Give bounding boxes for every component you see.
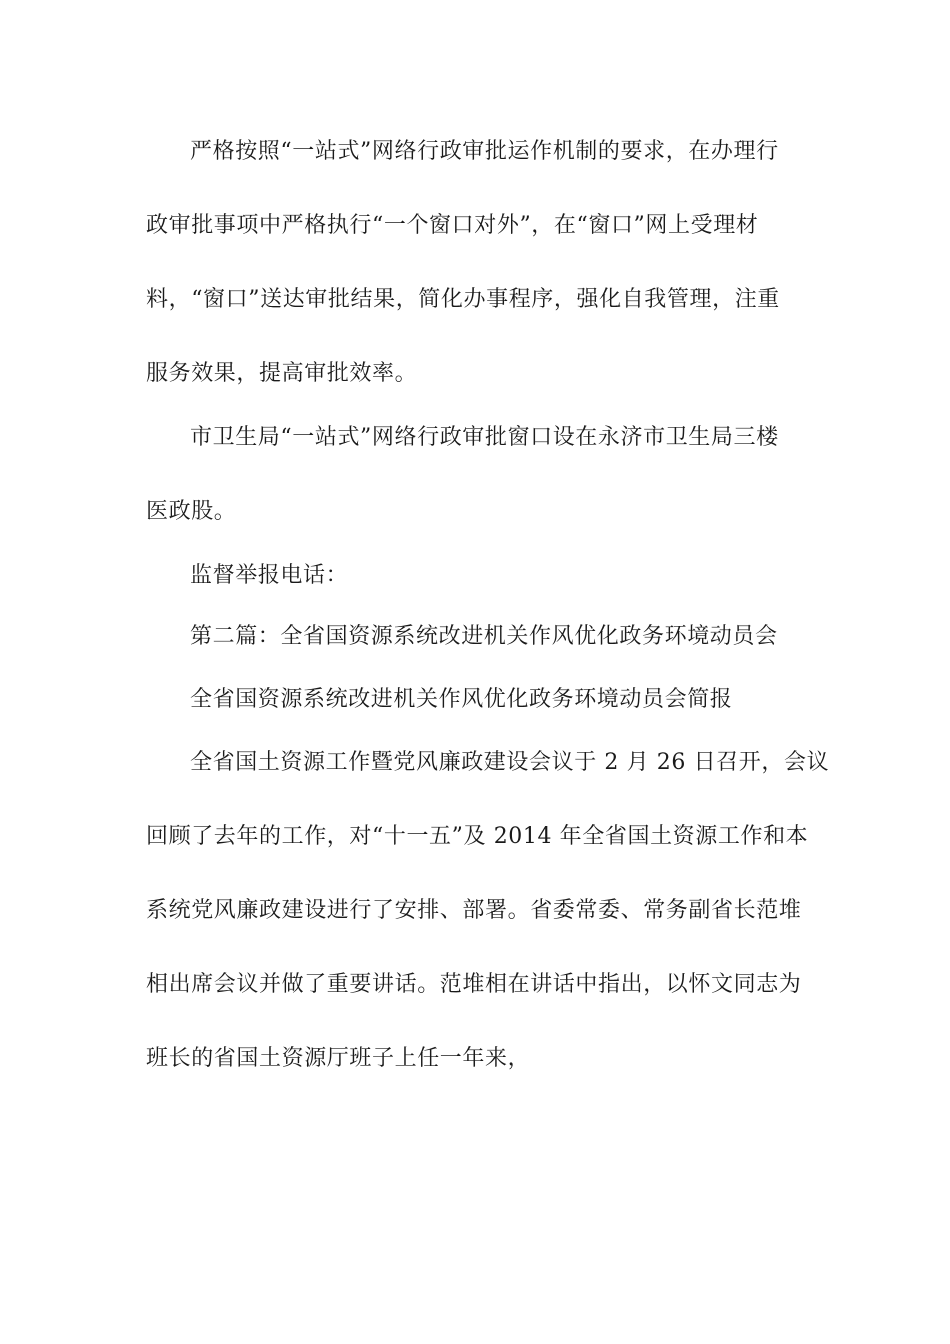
paragraph-1-line-2: 政审批事项中严格执行“一个窗口对外”，在“窗口”网上受理材: [146, 213, 759, 238]
paragraph-2-line-1: 市卫生局“一站式”网络行政审批窗口设在永济市卫生局三楼: [190, 425, 779, 450]
paragraph-1-line-4: 服务效果，提高审批效率。: [146, 361, 418, 386]
paragraph-3-line-1: 全省国土资源工作暨党风廉政建设会议于 2 月 26 日召开，会议: [190, 750, 830, 775]
paragraph-3-line-2: 回顾了去年的工作，对“十一五”及 2014 年全省国土资源工作和本: [146, 824, 809, 849]
paragraph-3-line-4: 相出席会议并做了重要讲话。范堆相在讲话中指出，以怀文同志为: [146, 972, 802, 997]
phone-label: 监督举报电话：: [190, 563, 349, 588]
paragraph-2-line-2: 医政股。: [146, 499, 237, 524]
section-heading: 第二篇：全省国资源系统改进机关作风优化政务环境动员会: [190, 624, 778, 649]
paragraph-3-line-5: 班长的省国土资源厅班子上任一年来，: [146, 1046, 531, 1071]
paragraph-3-line-3: 系统党风廉政建设进行了安排、部署。省委常委、常务副省长范堆: [146, 898, 802, 923]
report-title: 全省国资源系统改进机关作风优化政务环境动员会简报: [190, 687, 733, 712]
paragraph-1-line-3: 料，“窗口”送达审批结果，简化办事程序，强化自我管理，注重: [146, 287, 780, 312]
paragraph-1-line-1: 严格按照“一站式”网络行政审批运作机制的要求，在办理行: [190, 139, 779, 164]
